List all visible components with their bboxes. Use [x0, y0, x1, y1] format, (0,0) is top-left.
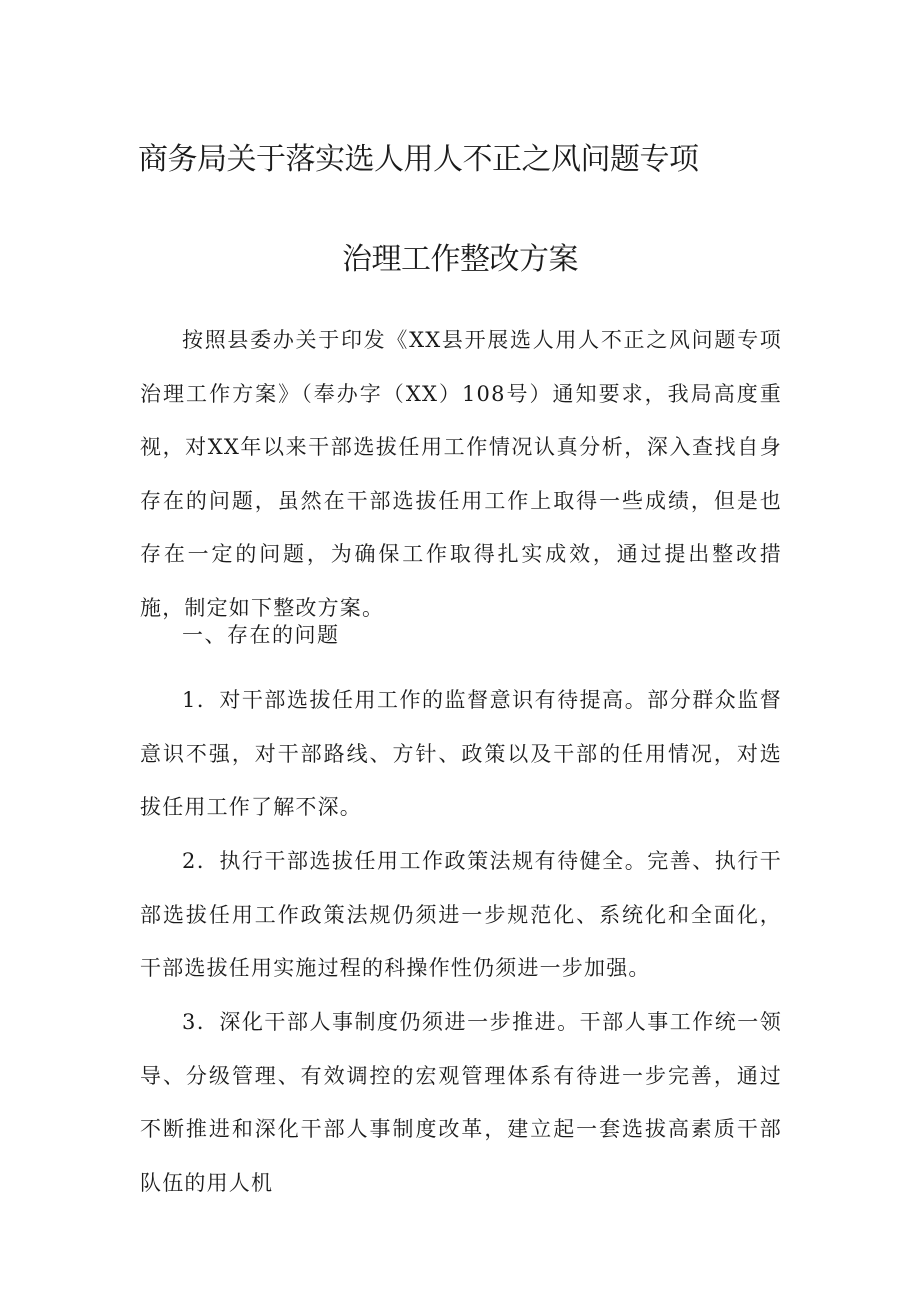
problem-item-3 [140, 996, 782, 1210]
problem-item-1 [140, 674, 782, 835]
problem-item-3-text: 3．深化干部人事制度仍须进一步推进。干部人事工作统一领导、分级管理、有效调控的宏观管理体系有待进一步完善，通过不断推进和深化干部人事制度改革，建立起一套选拔高素质干部队伍的用人机 [140, 1010, 782, 1195]
section-heading-existing-problems: 一、存在的问题 [182, 623, 340, 647]
intro-paragraph: 按照县委办关于印发《XX县开展选人用人不正之风问题专项治理工作方案》（奉办字（XX）108号）通知要求，我局高度重视，对XX年以来干部选拔任用工作情况认真分析，深入查找自身存在的问题，虽然在干部选拔任用工作上取得一些成绩，但是也存在一定的问题，为确保工作取得扎实成效，通过提出整改措施，制定如下整改方案。 [140, 328, 782, 620]
problem-item-1-text: 1．对干部选拔任用工作的监督意识有待提高。部分群众监督意识不强，对干部路线、方针、政策以及干部的任用情况，对选拔任用工作了解不深。 [140, 688, 782, 819]
document-title-line-2: 治理工作整改方案 [342, 242, 578, 277]
document-title-line-1: 商务局关于落实选人用人不正之风问题专项 [138, 142, 699, 177]
problem-item-2 [140, 835, 782, 996]
problem-item-2-text: 2．执行干部选拔任用工作政策法规有待健全。完善、执行干部选拔任用工作政策法规仍须进一步规范化、系统化和全面化，干部选拔任用实施过程的科操作性仍须进一步加强。 [140, 849, 782, 980]
intro-section [140, 314, 782, 635]
